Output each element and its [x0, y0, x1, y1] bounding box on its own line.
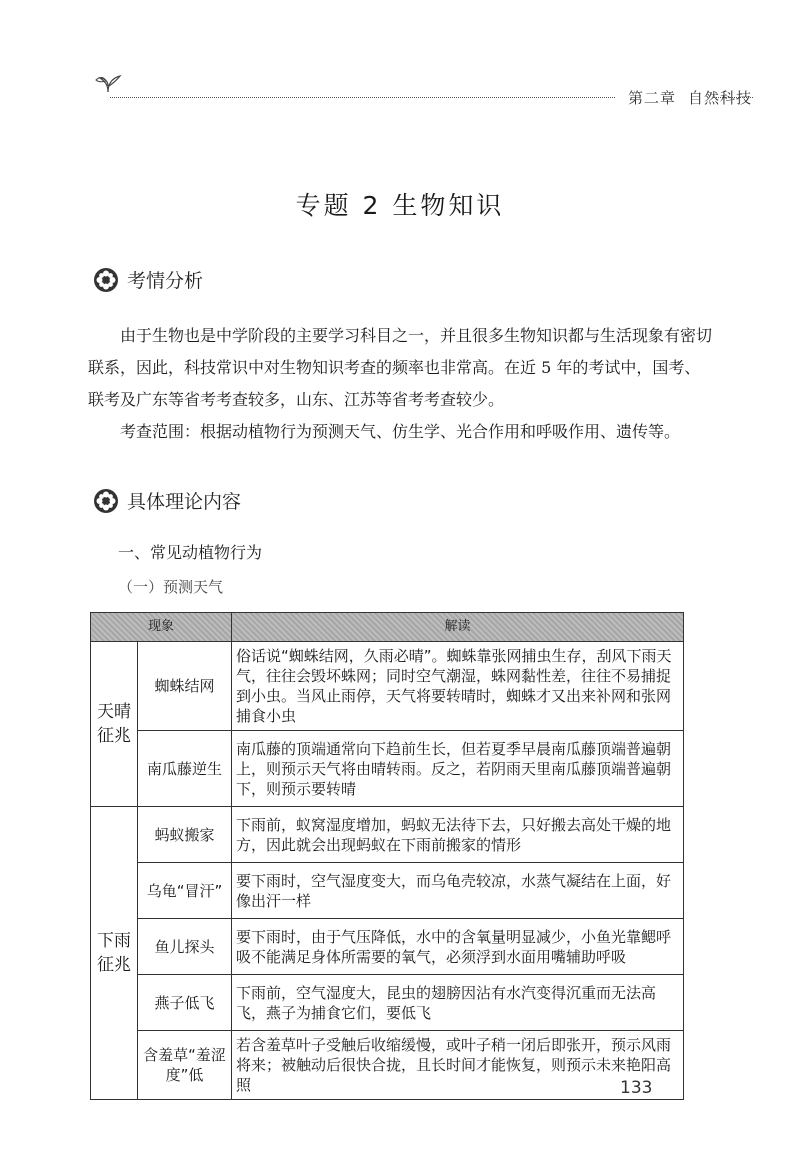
- header-explanation: 解读: [232, 613, 684, 642]
- section-heading-text: 考情分析: [127, 270, 204, 292]
- table-row: [91, 731, 684, 807]
- phenomenon-cell: 含羞草“羞涩度”低: [138, 1031, 232, 1100]
- weather-prediction-table: [90, 612, 684, 1100]
- chapter-number: 第二章: [628, 89, 677, 107]
- page-title: 专题 2 生物知识: [295, 191, 505, 220]
- phenomenon-cell: 南瓜藤逆生: [138, 731, 232, 807]
- phenomenon-cell: 蜘蛛结网: [138, 642, 232, 731]
- section-heading-analysis: [93, 266, 203, 293]
- flower-badge-icon: [93, 488, 119, 514]
- section-heading-theory: [93, 487, 241, 514]
- sprout-icon: [94, 72, 124, 94]
- header-dotted-rule: [110, 97, 615, 98]
- table-row: [91, 863, 684, 919]
- subheading-level2: （一）预测天气: [118, 578, 224, 596]
- explanation-cell: 下雨前，空气湿度大，昆虫的翅膀因沾有水汽变得沉重而无法高飞，燕子为捕食它们，要低飞: [232, 975, 684, 1031]
- header-phenomenon: 现象: [91, 613, 232, 642]
- section-heading-text: 具体理论内容: [127, 491, 242, 513]
- table-row: [91, 975, 684, 1031]
- explanation-cell: 下雨前，蚁窝湿度增加，蚂蚁无法待下去，只好搬去高处干燥的地方，因此就会出现蚂蚁在下雨前搬家的情形: [232, 807, 684, 863]
- phenomenon-cell: 乌龟“冒汗”: [138, 863, 232, 919]
- analysis-paragraph: 由于生物也是中学阶段的主要学习科目之一，并且很多生物知识都与生活现象有密切联系，因此，科技常识中对生物知识考查的频率也非常高。在近 5 年的考试中，国考、联考及广东等省考考查较多，山东、江苏等省考考查较少。: [88, 326, 713, 409]
- subheading-level1: 一、常见动植物行为: [118, 543, 263, 562]
- scope-paragraph: 考查范围：根据动植物行为预测天气、仿生学、光合作用和呼吸作用、遗传等。: [120, 422, 681, 441]
- phenomenon-cell: 鱼儿探头: [138, 919, 232, 975]
- group-label-sunny: 天晴征兆: [91, 642, 138, 807]
- phenomenon-cell: 蚂蚁搬家: [138, 807, 232, 863]
- explanation-cell: 要下雨时，由于气压降低，水中的含氧量明显减少，小鱼光靠鳃呼吸不能满足身体所需要的氧气，必须浮到水面用嘴辅助呼吸: [232, 919, 684, 975]
- table-row: [91, 642, 684, 731]
- header-dotted-rule-right: [713, 97, 753, 98]
- table-row: [91, 807, 684, 863]
- flower-badge-icon: [93, 267, 119, 293]
- phenomenon-cell: 燕子低飞: [138, 975, 232, 1031]
- table-header-row: [91, 613, 684, 642]
- running-header: [88, 70, 753, 110]
- explanation-cell: 南瓜藤的顶端通常向下趋前生长，但若夏季早晨南瓜藤顶端普遍朝上，则预示天气将由晴转雨。反之，若阴雨天里南瓜藤顶端普遍朝下，则预示要转晴: [232, 731, 684, 807]
- explanation-cell: 要下雨时，空气湿度变大，而乌龟壳较凉，水蒸气凝结在上面，好像出汗一样: [232, 863, 684, 919]
- explanation-cell: 俗话说“蜘蛛结网，久雨必晴”。蜘蛛靠张网捕虫生存，刮风下雨天气，往往会毁坏蛛网；同时空气潮湿，蛛网黏性差，往往不易捕捉到小虫。当风止雨停，天气将要转晴时，蜘蛛才又出来补网和张网捕食小虫: [232, 642, 684, 731]
- table-row: [91, 1031, 684, 1100]
- chapter-subject: 自然科技: [688, 89, 753, 107]
- group-label-rainy: 下雨征兆: [91, 807, 138, 1100]
- table-row: [91, 919, 684, 975]
- explanation-cell: 若含羞草叶子受触后收缩缓慢，或叶子稍一闭后即张开，预示风雨将来；被触动后很快合拢，且长时间才能恢复，则预示未来艳阳高照: [232, 1031, 684, 1100]
- page-number: 133: [620, 1078, 653, 1098]
